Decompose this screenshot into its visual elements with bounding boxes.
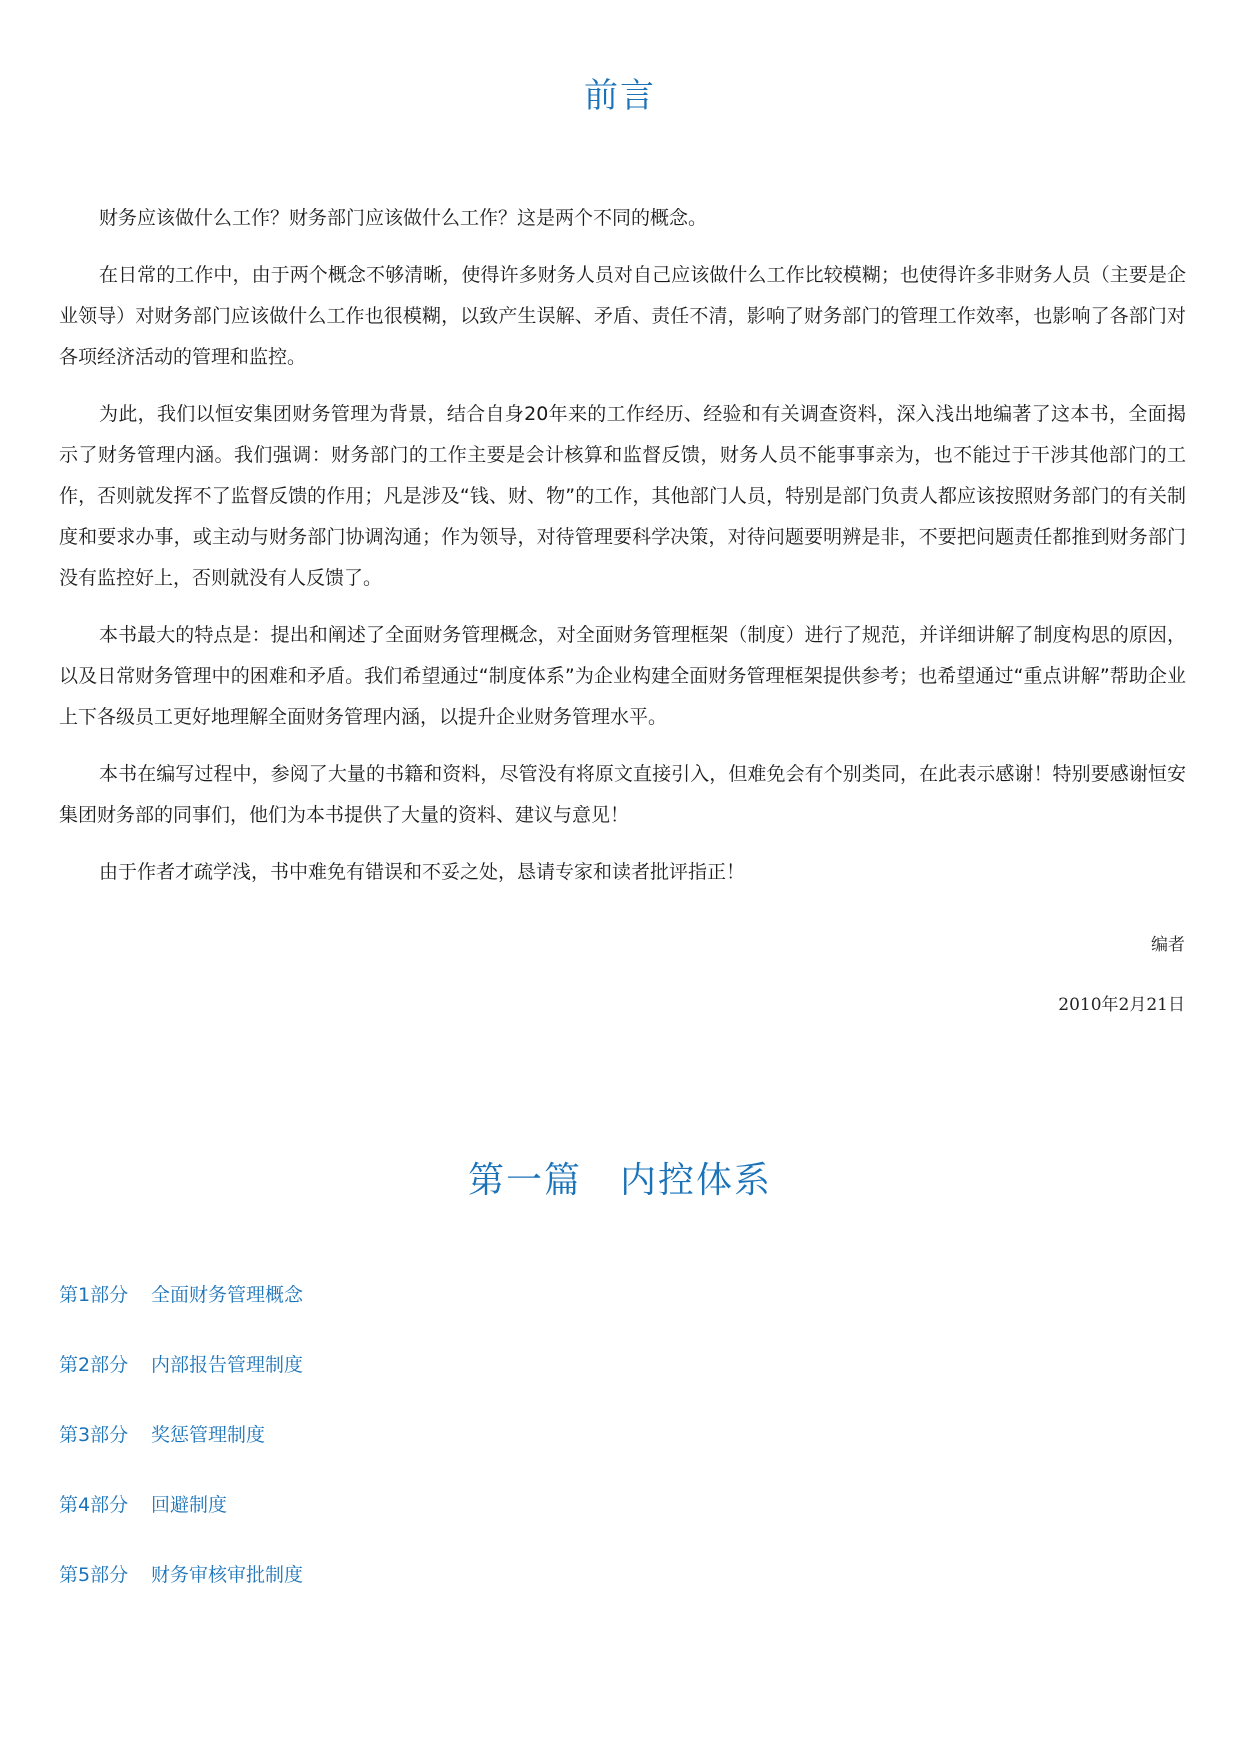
toc-item[interactable] xyxy=(59,1282,303,1352)
part-title: 第一篇 内控体系 xyxy=(467,1160,772,1201)
toc-item[interactable] xyxy=(59,1352,303,1422)
table-of-contents xyxy=(59,1282,303,1632)
preface-date: 2010年2月21日 xyxy=(1058,995,1185,1015)
preface-body xyxy=(59,198,1186,909)
toc-item-number: 第4部分 xyxy=(59,1494,129,1516)
toc-item-label: 奖惩管理制度 xyxy=(151,1424,266,1446)
toc-item[interactable] xyxy=(59,1562,303,1632)
toc-item[interactable] xyxy=(59,1422,303,1492)
toc-item-label: 财务审核审批制度 xyxy=(151,1564,304,1586)
toc-item-number: 第1部分 xyxy=(59,1284,129,1306)
preface-paragraph: 为此，我们以恒安集团财务管理为背景，结合自身20年来的工作经历、经验和有关调查资料，深入浅出地编著了这本书，全面揭示了财务管理内涵。我们强调：财务部门的工作主要是会计核算和监督反馈，财务人员不能事事亲为，也不能过于干涉其他部门的工作，否则就发挥不了监督反馈的作用；凡是涉及“钱、财、物”的工作，其他部门人员，特别是部门负责人都应该按照财务部门的有关制度和要求办事，或主动与财务部门协调沟通；作为领导，对待管理要科学决策，对待问题要明辨是非，不要把问题责任都推到财务部门没有监控好上，否则就没有人反馈了。 xyxy=(59,403,1186,589)
toc-item-label: 全面财务管理概念 xyxy=(151,1284,304,1306)
toc-item-number: 第2部分 xyxy=(59,1354,129,1376)
preface-signature: 编者 xyxy=(1151,935,1185,955)
toc-item-number: 第3部分 xyxy=(59,1424,129,1446)
toc-item-label: 回避制度 xyxy=(151,1494,228,1516)
toc-item[interactable] xyxy=(59,1492,303,1562)
preface-paragraph: 本书最大的特点是：提出和阐述了全面财务管理概念，对全面财务管理框架（制度）进行了规范，并详细讲解了制度构思的原因，以及日常财务管理中的困难和矛盾。我们希望通过“制度体系”为企业构建全面财务管理框架提供参考；也希望通过“重点讲解”帮助企业上下各级员工更好地理解全面财务管理内涵，以提升企业财务管理水平。 xyxy=(59,624,1186,728)
preface-paragraph: 由于作者才疏学浅，书中难免有错误和不妥之处，恳请专家和读者批评指正！ xyxy=(99,861,746,883)
preface-paragraph: 财务应该做什么工作？财务部门应该做什么工作？这是两个不同的概念。 xyxy=(99,207,708,229)
preface-title: 前言 xyxy=(584,76,656,116)
preface-paragraph: 本书在编写过程中，参阅了大量的书籍和资料，尽管没有将原文直接引入，但难免会有个别类同，在此表示感谢！特别要感谢恒安集团财务部的同事们，他们为本书提供了大量的资料、建议与意见！ xyxy=(59,763,1186,826)
toc-item-label: 内部报告管理制度 xyxy=(151,1354,304,1376)
preface-paragraph: 在日常的工作中，由于两个概念不够清晰，使得许多财务人员对自己应该做什么工作比较模糊；也使得许多非财务人员（主要是企业领导）对财务部门应该做什么工作也很模糊，以致产生误解、矛盾、责任不清，影响了财务部门的管理工作效率，也影响了各部门对各项经济活动的管理和监控。 xyxy=(59,264,1186,368)
toc-item-number: 第5部分 xyxy=(59,1564,129,1586)
